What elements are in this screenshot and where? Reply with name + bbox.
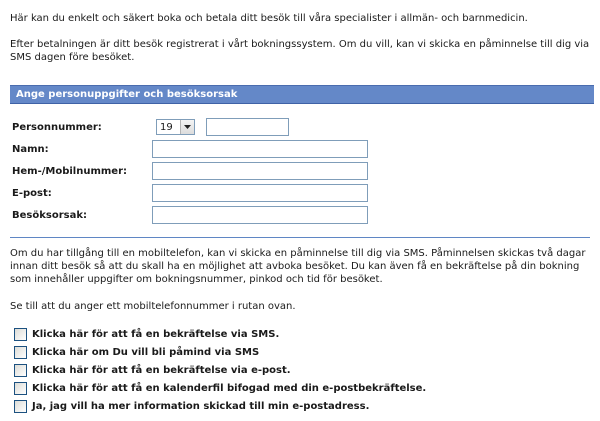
more-info-checkbox[interactable]	[14, 400, 27, 413]
email-confirmation-option[interactable]	[14, 363, 291, 377]
mobile-hint-text: Se till att du anger ett mobiltelefonnummer i rutan ovan.	[10, 301, 296, 312]
sms-confirmation-checkbox[interactable]	[14, 328, 27, 341]
email-confirmation-checkbox[interactable]	[14, 364, 27, 377]
calendar-file-option[interactable]	[14, 381, 426, 395]
intro-text: Här kan du enkelt och säkert boka och betala ditt besök till våra specialister i allmän- och barnmedicin.	[10, 13, 528, 24]
sms-reminder-option[interactable]	[14, 345, 259, 359]
personnummer-label: Personnummer:	[12, 122, 102, 133]
intro-sms-text: Efter betalningen är ditt besök registrerat i vårt bokningssystem. Om du vill, kan vi skicka en påminnelse till dig via SMS dagen före besöket.	[10, 39, 590, 63]
namn-input[interactable]	[152, 140, 368, 158]
email-confirmation-label[interactable]: Klicka här för att få en bekräftelse via e-post.	[32, 364, 291, 376]
section-divider	[10, 237, 590, 238]
calendar-file-label[interactable]: Klicka här för att få en kalenderfil bifogad med din e-postbekräftelse.	[32, 382, 427, 394]
epost-label: E-post:	[12, 188, 52, 199]
sms-confirmation-option[interactable]	[14, 327, 279, 341]
besoksorsak-input[interactable]	[152, 206, 368, 224]
sms-reminder-label[interactable]: Klicka här om Du vill bli påmind via SMS	[32, 346, 260, 358]
besoksorsak-label: Besöksorsak:	[12, 210, 87, 221]
telefon-input[interactable]	[152, 162, 368, 180]
personnummer-input[interactable]	[206, 118, 289, 136]
chevron-down-icon[interactable]	[180, 120, 194, 134]
century-select[interactable]	[156, 119, 195, 135]
telefon-label: Hem-/Mobilnummer:	[12, 166, 127, 177]
sms-confirmation-label[interactable]: Klicka här för att få en bekräftelse via SMS.	[32, 328, 280, 340]
more-info-option[interactable]	[14, 399, 369, 413]
sms-reminder-checkbox[interactable]	[14, 346, 27, 359]
epost-input[interactable]	[152, 184, 368, 202]
calendar-file-checkbox[interactable]	[14, 382, 27, 395]
namn-label: Namn:	[12, 144, 49, 155]
section-header: Ange personuppgifter och besöksorsak	[10, 85, 594, 104]
more-info-label[interactable]: Ja, jag vill ha mer information skickad till min e-postadress.	[32, 400, 370, 412]
century-value: 19	[160, 122, 173, 133]
sms-info-text: Om du har tillgång till en mobiltelefon, kan vi skicka en påminnelse till dig via SMS. Påminnelsen skickas två dagar innan ditt besök så att du skall ha en möjlighet att avboka besöket. Du kan även få en bekräftelse på din bokning som innehåller uppgifter om bokningsnummer, pinkod och tid för besöket.	[10, 248, 586, 285]
